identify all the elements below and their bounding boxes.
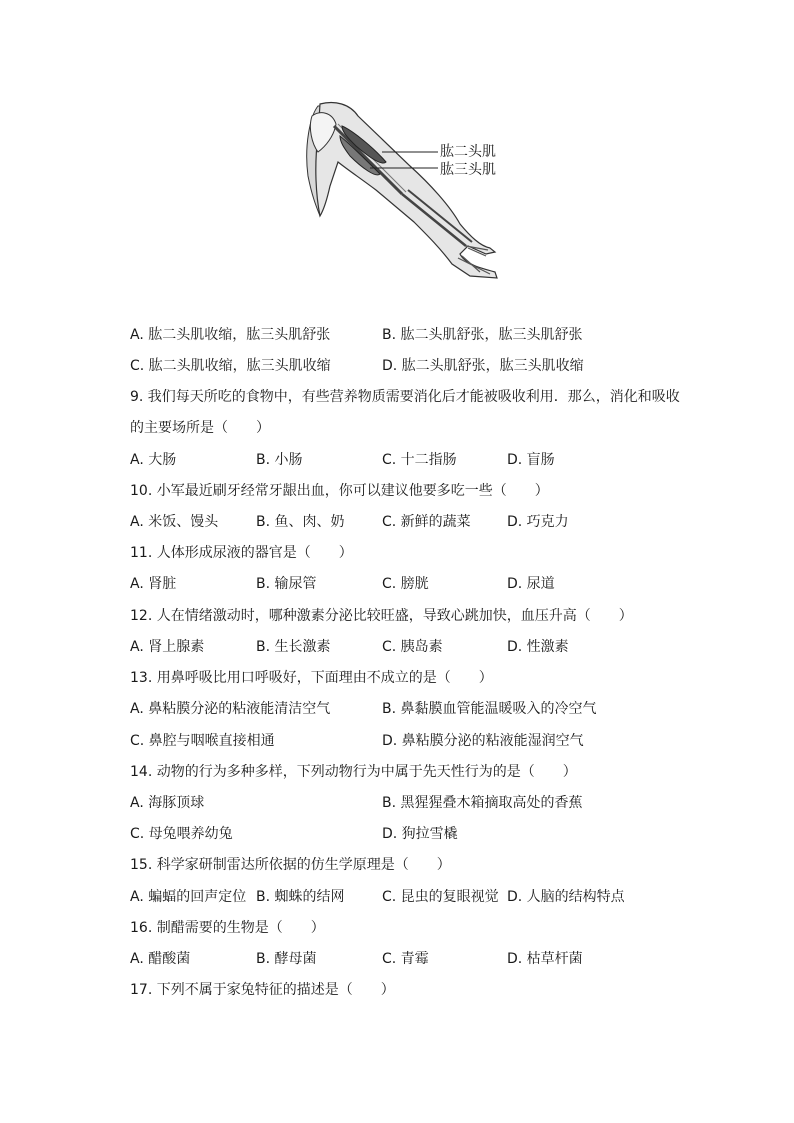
q15-option-a[interactable]: A. 蝙蝠的回声定位: [130, 889, 247, 905]
q16-option-a[interactable]: A. 醋酸菌: [130, 951, 191, 967]
q8-option-b[interactable]: B. 肱二头肌舒张，肱三头肌舒张: [382, 327, 583, 343]
q14-option-b[interactable]: B. 黑猩猩叠木箱摘取高处的香蕉: [382, 795, 583, 811]
q9-option-c[interactable]: C. 十二指肠: [382, 452, 457, 468]
q16-option-c[interactable]: C. 青霉: [382, 951, 429, 967]
q10-option-d[interactable]: D. 巧克力: [507, 514, 569, 530]
q10-stem: 10. 小军最近刷牙经常牙龈出血，你可以建议他要多吃一些（ ）: [130, 483, 549, 499]
q16-stem: 16. 制醋需要的生物是（ ）: [130, 920, 325, 936]
q10-option-a[interactable]: A. 米饭、馒头: [130, 514, 219, 530]
q8-option-a[interactable]: A. 肱二头肌收缩，肱三头肌舒张: [130, 327, 331, 343]
q10-option-c[interactable]: C. 新鲜的蔬菜: [382, 514, 471, 530]
arm-illustration: [290, 96, 520, 286]
q10-option-b[interactable]: B. 鱼、肉、奶: [256, 514, 345, 530]
q11-option-d[interactable]: D. 尿道: [507, 576, 555, 592]
q12-option-d[interactable]: D. 性激素: [507, 639, 569, 655]
q9-stem-line2: 的主要场所是（ ）: [130, 420, 270, 436]
q15-option-c[interactable]: C. 昆虫的复眼视觉: [382, 889, 499, 905]
q15-option-d[interactable]: D. 人脑的结构特点: [507, 889, 625, 905]
q11-stem: 11. 人体形成尿液的器官是（ ）: [130, 545, 353, 561]
q9-option-a[interactable]: A. 大肠: [130, 452, 177, 468]
q15-option-b[interactable]: B. 蜘蛛的结网: [256, 889, 345, 905]
q9-stem-line1: 9. 我们每天所吃的食物中，有些营养物质需要消化后才能被吸收利用．那么，消化和吸收: [130, 389, 680, 405]
q13-option-c[interactable]: C. 鼻腔与咽喉直接相通: [130, 733, 275, 749]
q14-option-c[interactable]: C. 母兔喂养幼兔: [130, 826, 233, 842]
q15-stem: 15. 科学家研制雷达所依据的仿生学原理是（ ）: [130, 857, 451, 873]
q12-stem: 12. 人在情绪激动时，哪种激素分泌比较旺盛，导致心跳加快，血压升高（ ）: [130, 608, 633, 624]
q14-stem: 14. 动物的行为多种多样，下列动物行为中属于先天性行为的是（ ）: [130, 764, 577, 780]
label-triceps: 肱三头肌: [440, 162, 496, 178]
q13-stem: 13. 用鼻呼吸比用口呼吸好，下面理由不成立的是（ ）: [130, 670, 493, 686]
q8-option-d[interactable]: D. 肱二头肌舒张，肱三头肌收缩: [382, 358, 584, 374]
q13-option-b[interactable]: B. 鼻黏膜血管能温暖吸入的冷空气: [382, 701, 597, 717]
q12-option-b[interactable]: B. 生长激素: [256, 639, 331, 655]
q8-option-c[interactable]: C. 肱二头肌收缩，肱三头肌收缩: [130, 358, 331, 374]
q12-option-c[interactable]: C. 胰岛素: [382, 639, 443, 655]
q16-option-b[interactable]: B. 酵母菌: [256, 951, 317, 967]
arm-muscle-figure: [290, 96, 520, 286]
q11-option-b[interactable]: B. 输尿管: [256, 576, 317, 592]
q14-option-a[interactable]: A. 海豚顶球: [130, 795, 205, 811]
q13-option-a[interactable]: A. 鼻粘膜分泌的粘液能清洁空气: [130, 701, 331, 717]
q14-option-d[interactable]: D. 狗拉雪橇: [382, 826, 458, 842]
label-biceps: 肱二头肌: [440, 144, 496, 160]
q11-option-c[interactable]: C. 膀胱: [382, 576, 429, 592]
q16-option-d[interactable]: D. 枯草杆菌: [507, 951, 583, 967]
q12-option-a[interactable]: A. 肾上腺素: [130, 639, 205, 655]
q13-option-d[interactable]: D. 鼻粘膜分泌的粘液能湿润空气: [382, 733, 584, 749]
q9-option-d[interactable]: D. 盲肠: [507, 452, 555, 468]
q11-option-a[interactable]: A. 肾脏: [130, 576, 177, 592]
q17-stem: 17. 下列不属于家兔特征的描述是（ ）: [130, 982, 395, 998]
q9-option-b[interactable]: B. 小肠: [256, 452, 303, 468]
